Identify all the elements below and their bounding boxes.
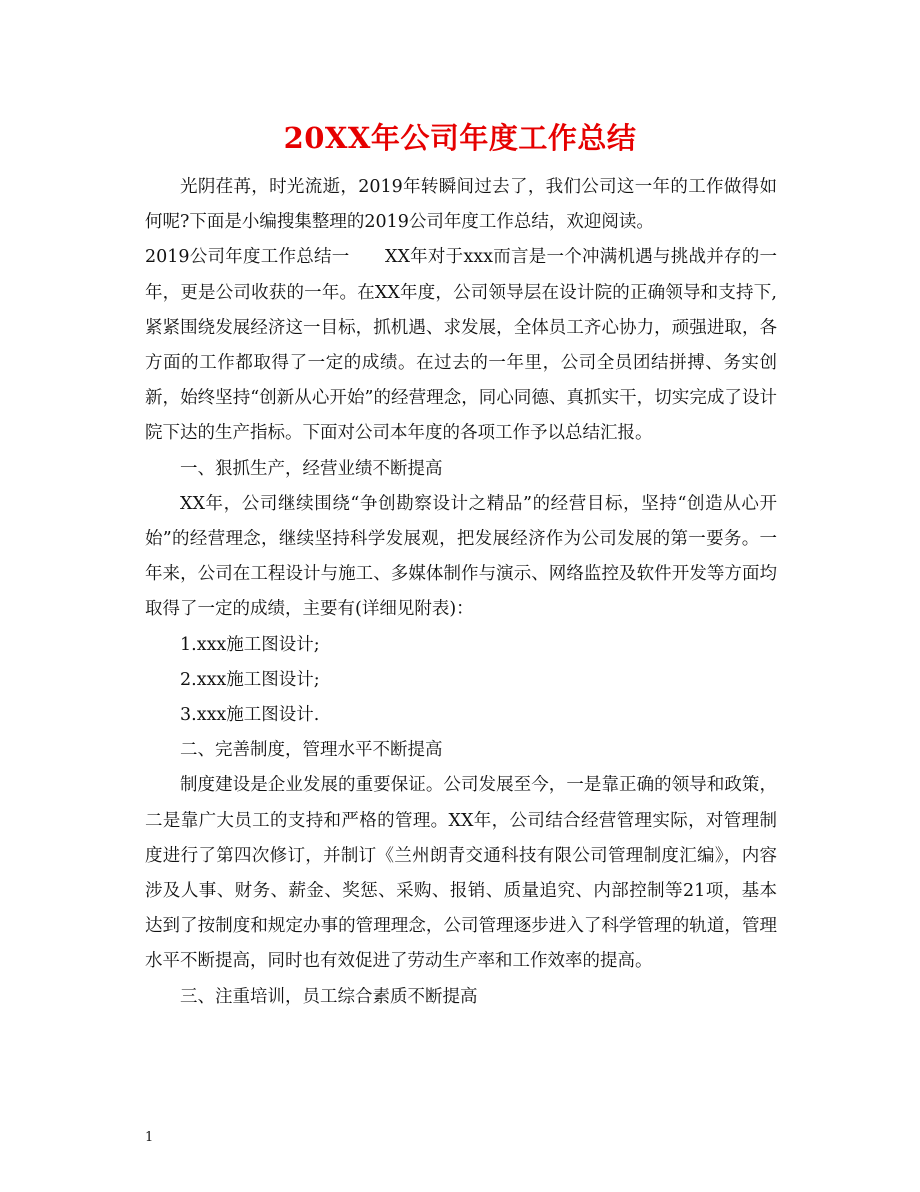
section-2-paragraph: 制度建设是企业发展的重要保证。公司发展至今，一是靠正确的领导和政策，二是靠广大员工的支持和严格的管理。XX年，公司结合经营管理实际，对管理制度进行了第四次修订，并制订《兰州朗青交通科技有限公司管理制度汇编》，内容涉及人事、财务、薪金、奖惩、采购、报销、质量追究、内部控制等21项，基本达到了按制度和规定办事的管理理念，公司管理逐步进入了科学管理的轨道，管理水平不断提高，同时也有效促进了劳动生产率和工作效率的提高。: [145, 775, 777, 972]
list-item-3: 3.xxx施工图设计.: [180, 705, 320, 726]
page-number: 1: [145, 1130, 154, 1145]
section-heading-1: 一、狠抓生产，经营业绩不断提高: [180, 458, 443, 479]
section-1-paragraph: XX年，公司继续围绕“争创勘察设计之精品”的经营目标，坚持“创造从心开始”的经营理念，继续坚持科学发展观，把发展经济作为公司发展的第一要务。一年来，公司在工程设计与施工、多媒体制作与演示、网络监控及软件开发等方面均取得了一定的成绩，主要有(详细见附表)：: [145, 493, 777, 620]
section-heading-3: 三、注重培训，员工综合素质不断提高: [180, 986, 478, 1007]
document-title: 20XX年公司年度工作总结: [283, 121, 637, 155]
document-body: [145, 170, 777, 1015]
list-item-2: 2.xxx施工图设计;: [180, 669, 320, 690]
intro-paragraph: 光阴荏苒，时光流逝，2019年转瞬间过去了，我们公司这一年的工作做得如何呢?下面是小编搜集整理的2019公司年度工作总结，欢迎阅读。: [145, 177, 777, 233]
section-heading-2: 二、完善制度，管理水平不断提高: [180, 740, 443, 761]
list-item-1: 1.xxx施工图设计;: [180, 634, 320, 655]
summary-one-paragraph: 2019公司年度工作总结一 XX年对于xxx而言是一个冲满机遇与挑战并存的一年，更是公司收获的一年。在XX年度，公司领导层在设计院的正确领导和支持下,紧紧围绕发展经济这一目标，抓机遇、求发展，全体员工齐心协力，顽强进取，各方面的工作都取得了一定的成绩。在过去的一年里，公司全员团结拼搏、务实创新，始终坚持“创新从心开始”的经营理念，同心同德、真抓实干，切实完成了设计院下达的生产指标。下面对公司本年度的各项工作予以总结汇报。: [145, 247, 777, 444]
